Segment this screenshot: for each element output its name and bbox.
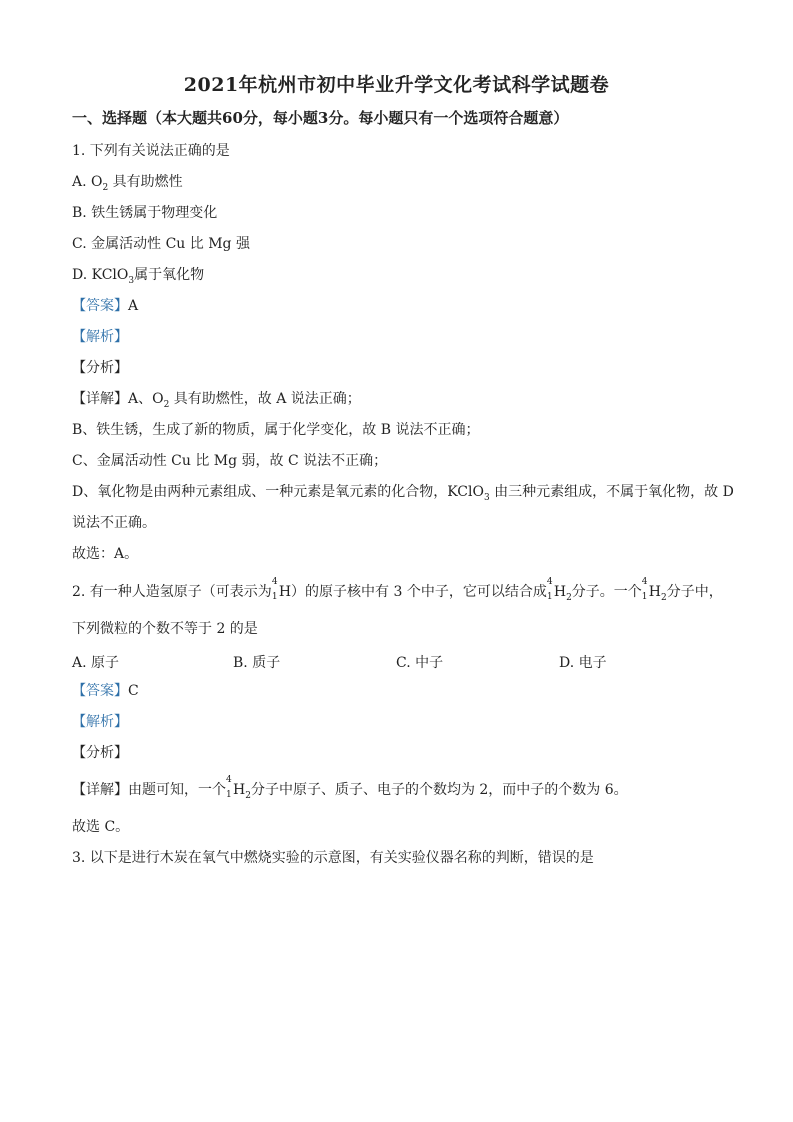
q1-detail-c: C、金属活动性 Cu 比 Mg 弱，故 C 说法不正确； <box>72 453 388 469</box>
q2-option-b: B. 质子 <box>233 655 281 671</box>
q2-answer: 【答案】C <box>72 683 139 699</box>
molecule-h2: 4 1 $H_2$ <box>641 577 667 603</box>
q2-conclusion: 故选 C。 <box>72 819 130 835</box>
q1-option-d: D. KClO$_3$属于氧化物 <box>72 267 205 286</box>
q1-conclusion: 故选：A。 <box>72 546 139 562</box>
q1-option-c: C. 金属活动性 Cu 比 Mg 强 <box>72 236 250 252</box>
q1-option-a: A. $O_2$ 具有助燃性 <box>72 174 183 193</box>
q1-detail-a: 【详解】A、$O_2$ 具有助燃性，故 A 说法正确； <box>72 391 361 410</box>
q1-detail-d: D、氧化物是由两种元素组成、一种元素是氧元素的化合物，KClO$_3$ 由三种元素组成，不属于氧化物，故 D <box>72 484 734 503</box>
q1-analysis-tag: 【解析】 <box>72 329 128 345</box>
q1-detail-b: B、铁生锈，生成了新的物质，属于化学变化，故 B 说法不正确； <box>72 422 480 438</box>
isotope-h4: 4 1 H <box>271 577 292 602</box>
page-title: 2021年杭州市初中毕业升学文化考试科学试题卷 <box>183 74 610 96</box>
q1-fenxi: 【分析】 <box>72 360 128 376</box>
q2-option-c: C. 中子 <box>396 655 444 671</box>
q1-detail-d-cont: 说法不正确。 <box>72 515 156 531</box>
q2-option-d: D. 电子 <box>559 655 607 671</box>
answer-tag: 【答案】 <box>72 683 128 699</box>
q1-stem: 1. 下列有关说法正确的是 <box>72 143 230 159</box>
q2-detail: 【详解】由题可知，一个 4 1 $H_2$分子中原子、质子、电子的个数均为 2，而中子的个数为 6。 <box>72 775 628 801</box>
answer-tag: 【答案】 <box>72 298 128 314</box>
molecule-h2: 4 1 $H_2$ <box>546 577 572 603</box>
q1-answer: 【答案】A <box>72 298 139 314</box>
q2-stem: 2. 有一种人造氢原子（可表示为 4 1 H）的原子核中有 3 个中子，它可以结合成 4 1 $H_2$分子。一个 4 1 $H_2$分子中， <box>72 577 723 603</box>
q2-option-a: A. 原子 <box>72 655 120 671</box>
q2-stem-cont: 下列微粒的个数不等于 2 的是 <box>72 621 258 637</box>
q2-analysis-tag: 【解析】 <box>72 714 128 730</box>
q2-fenxi: 【分析】 <box>72 745 128 761</box>
molecule-h2: 4 1 $H_2$ <box>226 775 251 801</box>
q1-option-b: B. 铁生锈属于物理变化 <box>72 205 218 221</box>
section-heading: 一、选择题（本大题共60分，每小题3分。每小题只有一个选项符合题意） <box>72 109 569 127</box>
q3-stem: 3. 以下是进行木炭在氧气中燃烧实验的示意图，有关实验仪器名称的判断，错误的是 <box>72 850 594 866</box>
